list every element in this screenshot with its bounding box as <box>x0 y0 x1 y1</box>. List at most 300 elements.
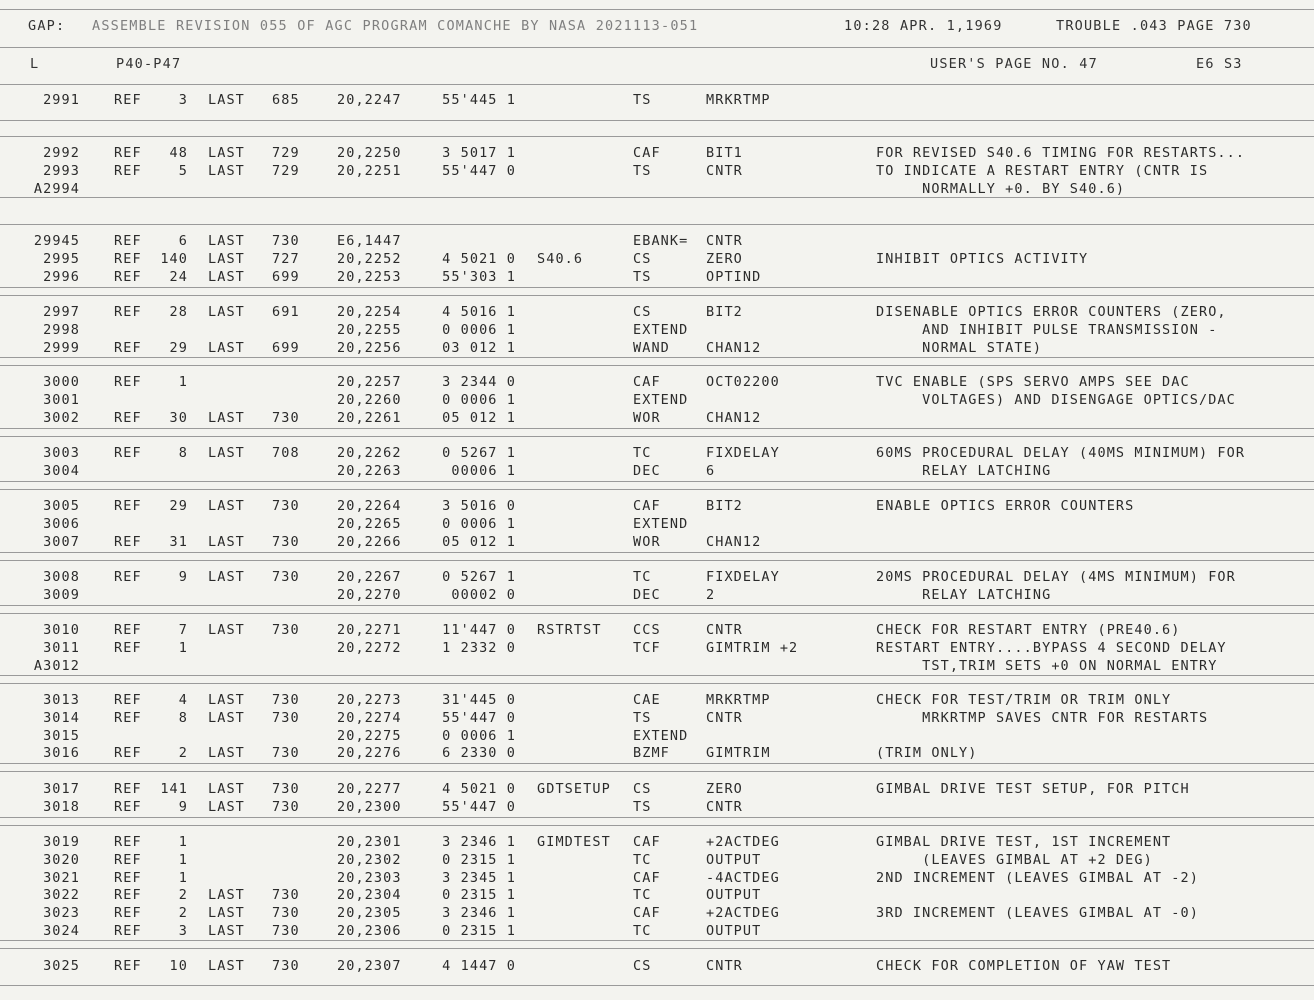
line-number: 3018 <box>43 799 80 815</box>
line-number: 2997 <box>43 304 80 320</box>
last-page: 730 <box>272 622 300 638</box>
line-number: 2996 <box>43 269 80 285</box>
address: 20,2256 <box>337 340 402 356</box>
operand: CNTR <box>706 958 743 974</box>
address: 20,2266 <box>337 534 402 550</box>
line-number: 3000 <box>43 374 80 390</box>
ref-count: 2 <box>178 887 188 903</box>
opcode: TS <box>633 269 652 285</box>
comment: NORMAL STATE) <box>876 340 1043 356</box>
listing-line <box>0 374 1314 391</box>
ref-count: 9 <box>178 799 188 815</box>
ref-tag: REF <box>114 374 142 390</box>
ref-count: 1 <box>178 870 188 886</box>
last-page: 730 <box>272 781 300 797</box>
ref-tag: REF <box>114 958 142 974</box>
comment: 20MS PROCEDURAL DELAY (4MS MINIMUM) FOR <box>876 569 1236 585</box>
address: 20,2263 <box>337 463 402 479</box>
listing-line <box>0 781 1314 798</box>
object-code: 0 0006 1 <box>442 728 516 744</box>
ref-tag: REF <box>114 251 142 267</box>
object-code: 0 2315 1 <box>442 887 516 903</box>
header-timestamp: 10:28 APR. 1,1969 <box>844 18 1003 34</box>
last-tag: LAST <box>208 923 245 939</box>
opcode: TC <box>633 923 652 939</box>
ref-tag: REF <box>114 640 142 656</box>
operand: CNTR <box>706 233 743 249</box>
comment: GIMBAL DRIVE TEST SETUP, FOR PITCH <box>876 781 1190 797</box>
comment: 3RD INCREMENT (LEAVES GIMBAL AT -0) <box>876 905 1199 921</box>
object-code: 3 5016 0 <box>442 498 516 514</box>
ref-count: 2 <box>178 905 188 921</box>
paper-rule-line <box>0 985 1314 986</box>
listing-line <box>0 692 1314 709</box>
paper-rule-line <box>0 481 1314 482</box>
paper-rule-line <box>0 763 1314 764</box>
object-code: 55'447 0 <box>442 799 516 815</box>
address: E6,1447 <box>337 233 402 249</box>
ref-count: 8 <box>178 445 188 461</box>
comment: VOLTAGES) AND DISENGAGE OPTICS/DAC <box>876 392 1236 408</box>
ref-tag: REF <box>114 569 142 585</box>
line-number: 3011 <box>43 640 80 656</box>
paper-rule-line <box>0 365 1314 366</box>
comment: INHIBIT OPTICS ACTIVITY <box>876 251 1089 267</box>
ref-tag: REF <box>114 870 142 886</box>
operand: MRKRTMP <box>706 92 771 108</box>
last-tag: LAST <box>208 498 245 514</box>
last-tag: LAST <box>208 958 245 974</box>
comment: (TRIM ONLY) <box>876 745 978 761</box>
opcode: CAF <box>633 145 661 161</box>
paper-rule-line <box>0 84 1314 85</box>
listing-line <box>0 958 1314 975</box>
ref-count: 1 <box>178 374 188 390</box>
line-number: 3006 <box>43 516 80 532</box>
ref-tag: REF <box>114 887 142 903</box>
last-page: 729 <box>272 163 300 179</box>
last-tag: LAST <box>208 622 245 638</box>
operand: GIMTRIM <box>706 745 771 761</box>
operand: FIXDELAY <box>706 569 780 585</box>
address: 20,2264 <box>337 498 402 514</box>
listing-line <box>0 181 1314 198</box>
object-code: 11'447 0 <box>442 622 516 638</box>
operand: OUTPUT <box>706 923 762 939</box>
line-number: 3013 <box>43 692 80 708</box>
last-page: 730 <box>272 692 300 708</box>
line-number: 2998 <box>43 322 80 338</box>
ref-tag: REF <box>114 304 142 320</box>
last-page: 685 <box>272 92 300 108</box>
ref-tag: REF <box>114 923 142 939</box>
listing-line <box>0 728 1314 745</box>
statement-label: GIMDTEST <box>537 834 611 850</box>
address: 20,2253 <box>337 269 402 285</box>
address: 20,2275 <box>337 728 402 744</box>
last-tag: LAST <box>208 92 245 108</box>
ref-count: 24 <box>169 269 188 285</box>
listing-line <box>0 145 1314 162</box>
last-tag: LAST <box>208 340 245 356</box>
listing-line <box>0 163 1314 180</box>
header-gap-label: GAP: <box>28 18 66 34</box>
address: 20,2262 <box>337 445 402 461</box>
last-tag: LAST <box>208 145 245 161</box>
last-page: 730 <box>272 710 300 726</box>
operand: CNTR <box>706 622 743 638</box>
line-number: A3012 <box>33 658 80 674</box>
header-bank: E6 S3 <box>1196 56 1243 72</box>
opcode: CS <box>633 958 652 974</box>
object-code: 55'447 0 <box>442 710 516 726</box>
last-tag: LAST <box>208 799 245 815</box>
paper-rule-line <box>0 817 1314 818</box>
comment: CHECK FOR TEST/TRIM OR TRIM ONLY <box>876 692 1172 708</box>
paper-rule-line <box>0 287 1314 288</box>
object-code: 05 012 1 <box>442 534 516 550</box>
last-page: 730 <box>272 410 300 426</box>
object-code: 0 0006 1 <box>442 392 516 408</box>
paper-rule-line <box>0 552 1314 553</box>
ref-tag: REF <box>114 269 142 285</box>
comment: 2ND INCREMENT (LEAVES GIMBAL AT -2) <box>876 870 1199 886</box>
object-code: 0 2315 1 <box>442 852 516 868</box>
listing-line <box>0 870 1314 887</box>
ref-tag: REF <box>114 92 142 108</box>
ref-count: 1 <box>178 834 188 850</box>
listing-line <box>0 322 1314 339</box>
opcode: TC <box>633 569 652 585</box>
object-code: 3 5017 1 <box>442 145 516 161</box>
listing-line <box>0 410 1314 427</box>
line-number: 3021 <box>43 870 80 886</box>
line-number: 3007 <box>43 534 80 550</box>
comment: RESTART ENTRY....BYPASS 4 SECOND DELAY <box>876 640 1227 656</box>
listing-line <box>0 304 1314 321</box>
comment: (LEAVES GIMBAL AT +2 DEG) <box>876 852 1153 868</box>
opcode: CAF <box>633 374 661 390</box>
comment: TST,TRIM SETS +0 ON NORMAL ENTRY <box>876 658 1218 674</box>
address: 20,2270 <box>337 587 402 603</box>
last-page: 699 <box>272 340 300 356</box>
ref-tag: REF <box>114 145 142 161</box>
object-code: 4 5021 0 <box>442 781 516 797</box>
header-letter: L <box>30 56 40 72</box>
object-code: 55'303 1 <box>442 269 516 285</box>
opcode: CAF <box>633 905 661 921</box>
address: 20,2251 <box>337 163 402 179</box>
listing-line <box>0 498 1314 515</box>
line-number: 3003 <box>43 445 80 461</box>
ref-tag: REF <box>114 799 142 815</box>
last-tag: LAST <box>208 163 245 179</box>
address: 20,2305 <box>337 905 402 921</box>
last-tag: LAST <box>208 692 245 708</box>
line-number: 3017 <box>43 781 80 797</box>
last-page: 730 <box>272 905 300 921</box>
comment: ENABLE OPTICS ERROR COUNTERS <box>876 498 1135 514</box>
ref-count: 8 <box>178 710 188 726</box>
paper-rule-line <box>0 295 1314 296</box>
address: 20,2274 <box>337 710 402 726</box>
operand: FIXDELAY <box>706 445 780 461</box>
paper-rule-line <box>0 948 1314 949</box>
operand: MRKRTMP <box>706 692 771 708</box>
address: 20,2267 <box>337 569 402 585</box>
comment: DISENABLE OPTICS ERROR COUNTERS (ZERO, <box>876 304 1227 320</box>
line-number: 3002 <box>43 410 80 426</box>
opcode: TC <box>633 445 652 461</box>
paper-rule-line <box>0 825 1314 826</box>
last-page: 730 <box>272 569 300 585</box>
listing-line <box>0 251 1314 268</box>
line-number: 2993 <box>43 163 80 179</box>
address: 20,2307 <box>337 958 402 974</box>
opcode: CAE <box>633 692 661 708</box>
object-code: 00002 0 <box>451 587 516 603</box>
comment: TVC ENABLE (SPS SERVO AMPS SEE DAC <box>876 374 1190 390</box>
line-number: 3009 <box>43 587 80 603</box>
listing-line <box>0 463 1314 480</box>
ref-tag: REF <box>114 233 142 249</box>
ref-tag: REF <box>114 340 142 356</box>
address: 20,2306 <box>337 923 402 939</box>
line-number: 3005 <box>43 498 80 514</box>
last-page: 730 <box>272 799 300 815</box>
header-trouble-page: TROUBLE .043 PAGE 730 <box>1056 18 1252 34</box>
opcode: EXTEND <box>633 516 689 532</box>
opcode: TS <box>633 92 652 108</box>
ref-count: 30 <box>169 410 188 426</box>
ref-tag: REF <box>114 163 142 179</box>
operand: CNTR <box>706 799 743 815</box>
object-code: 0 0006 1 <box>442 322 516 338</box>
paper-rule-line <box>0 560 1314 561</box>
comment: CHECK FOR RESTART ENTRY (PRE40.6) <box>876 622 1181 638</box>
paper-rule-line <box>0 489 1314 490</box>
last-page: 730 <box>272 958 300 974</box>
comment: TO INDICATE A RESTART ENTRY (CNTR IS <box>876 163 1209 179</box>
last-tag: LAST <box>208 569 245 585</box>
object-code: 4 5016 1 <box>442 304 516 320</box>
listing-line <box>0 587 1314 604</box>
operand: OPTIND <box>706 269 762 285</box>
listing-line <box>0 640 1314 657</box>
opcode: TC <box>633 852 652 868</box>
paper-rule-line <box>0 357 1314 358</box>
ref-tag: REF <box>114 534 142 550</box>
line-number: 3015 <box>43 728 80 744</box>
listing-line <box>0 269 1314 286</box>
opcode: CS <box>633 781 652 797</box>
ref-count: 1 <box>178 640 188 656</box>
operand: CHAN12 <box>706 410 762 426</box>
operand: OUTPUT <box>706 887 762 903</box>
operand: OUTPUT <box>706 852 762 868</box>
listing-line <box>0 887 1314 904</box>
last-page: 730 <box>272 887 300 903</box>
address: 20,2254 <box>337 304 402 320</box>
ref-tag: REF <box>114 410 142 426</box>
last-page: 730 <box>272 498 300 514</box>
object-code: 0 5267 1 <box>442 445 516 461</box>
opcode: TC <box>633 887 652 903</box>
comment: NORMALLY +0. BY S40.6) <box>876 181 1126 197</box>
ref-count: 29 <box>169 498 188 514</box>
ref-tag: REF <box>114 834 142 850</box>
ref-tag: REF <box>114 498 142 514</box>
comment: MRKRTMP SAVES CNTR FOR RESTARTS <box>876 710 1209 726</box>
last-page: 691 <box>272 304 300 320</box>
comment: RELAY LATCHING <box>876 463 1052 479</box>
ref-tag: REF <box>114 781 142 797</box>
ref-count: 7 <box>178 622 188 638</box>
ref-count: 48 <box>169 145 188 161</box>
line-number: 3019 <box>43 834 80 850</box>
page-subheader <box>0 56 1314 78</box>
listing-line <box>0 516 1314 533</box>
listing-line <box>0 852 1314 869</box>
ref-tag: REF <box>114 445 142 461</box>
operand: ZERO <box>706 781 743 797</box>
listing-line <box>0 92 1314 109</box>
paper-rule-line <box>0 47 1314 48</box>
opcode: CCS <box>633 622 661 638</box>
last-tag: LAST <box>208 781 245 797</box>
header-program: P40-P47 <box>116 56 182 72</box>
last-tag: LAST <box>208 251 245 267</box>
comment: RELAY LATCHING <box>876 587 1052 603</box>
operand: OCT02200 <box>706 374 780 390</box>
object-code: 0 2315 1 <box>442 923 516 939</box>
object-code: 4 5021 0 <box>442 251 516 267</box>
ref-tag: REF <box>114 745 142 761</box>
last-tag: LAST <box>208 887 245 903</box>
address: 20,2300 <box>337 799 402 815</box>
object-code: 4 1447 0 <box>442 958 516 974</box>
line-number: 2992 <box>43 145 80 161</box>
page-header <box>0 18 1314 44</box>
object-code: 55'445 1 <box>442 92 516 108</box>
listing-line <box>0 905 1314 922</box>
ref-count: 3 <box>178 92 188 108</box>
ref-tag: REF <box>114 710 142 726</box>
address: 20,2261 <box>337 410 402 426</box>
paper-rule-line <box>0 428 1314 429</box>
comment: GIMBAL DRIVE TEST, 1ST INCREMENT <box>876 834 1172 850</box>
listing-line <box>0 923 1314 940</box>
line-number: A2994 <box>33 181 80 197</box>
listing-line <box>0 622 1314 639</box>
ref-count: 9 <box>178 569 188 585</box>
object-code: 3 2346 1 <box>442 905 516 921</box>
line-number: 3020 <box>43 852 80 868</box>
opcode: BZMF <box>633 745 670 761</box>
operand: CHAN12 <box>706 534 762 550</box>
operand: GIMTRIM +2 <box>706 640 799 656</box>
operand: +2ACTDEG <box>706 905 780 921</box>
listing-line <box>0 710 1314 727</box>
line-number: 3024 <box>43 923 80 939</box>
listing-line <box>0 340 1314 357</box>
paper-rule-line <box>0 613 1314 614</box>
operand: BIT1 <box>706 145 743 161</box>
address: 20,2265 <box>337 516 402 532</box>
opcode: TCF <box>633 640 661 656</box>
address: 20,2271 <box>337 622 402 638</box>
last-page: 730 <box>272 233 300 249</box>
listing-line <box>0 534 1314 551</box>
address: 20,2276 <box>337 745 402 761</box>
paper-rule-line <box>0 675 1314 676</box>
address: 20,2304 <box>337 887 402 903</box>
last-tag: LAST <box>208 745 245 761</box>
line-number: 2995 <box>43 251 80 267</box>
opcode: WAND <box>633 340 670 356</box>
paper-rule-line <box>0 120 1314 121</box>
statement-label: S40.6 <box>537 251 584 267</box>
comment: 60MS PROCEDURAL DELAY (40MS MINIMUM) FOR <box>876 445 1246 461</box>
opcode: EXTEND <box>633 392 689 408</box>
address: 20,2250 <box>337 145 402 161</box>
address: 20,2303 <box>337 870 402 886</box>
last-tag: LAST <box>208 233 245 249</box>
listing-line <box>0 834 1314 851</box>
header-users-page: USER'S PAGE NO. 47 <box>930 56 1098 72</box>
operand: 6 <box>706 463 716 479</box>
last-tag: LAST <box>208 269 245 285</box>
line-number: 3016 <box>43 745 80 761</box>
listing-line <box>0 799 1314 816</box>
address: 20,2257 <box>337 374 402 390</box>
object-code: 31'445 0 <box>442 692 516 708</box>
ref-tag: REF <box>114 905 142 921</box>
line-number: 3001 <box>43 392 80 408</box>
last-tag: LAST <box>208 534 245 550</box>
opcode: CS <box>633 251 652 267</box>
address: 20,2260 <box>337 392 402 408</box>
object-code: 3 2346 1 <box>442 834 516 850</box>
last-tag: LAST <box>208 710 245 726</box>
opcode: TS <box>633 799 652 815</box>
ref-tag: REF <box>114 852 142 868</box>
opcode: CAF <box>633 834 661 850</box>
address: 20,2255 <box>337 322 402 338</box>
address: 20,2247 <box>337 92 402 108</box>
line-number: 3022 <box>43 887 80 903</box>
operand: CNTR <box>706 163 743 179</box>
ref-count: 5 <box>178 163 188 179</box>
last-tag: LAST <box>208 304 245 320</box>
last-tag: LAST <box>208 445 245 461</box>
opcode: CS <box>633 304 652 320</box>
line-number: 3014 <box>43 710 80 726</box>
last-page: 730 <box>272 745 300 761</box>
object-code: 0 0006 1 <box>442 516 516 532</box>
header-title: ASSEMBLE REVISION 055 OF AGC PROGRAM COMANCHE BY NASA 2021113-051 <box>92 18 699 34</box>
paper-rule-line <box>0 940 1314 941</box>
ref-tag: REF <box>114 622 142 638</box>
line-number: 3010 <box>43 622 80 638</box>
paper-rule-line <box>0 436 1314 437</box>
paper-rule-line <box>0 683 1314 684</box>
opcode: CAF <box>633 870 661 886</box>
address: 20,2272 <box>337 640 402 656</box>
address: 20,2273 <box>337 692 402 708</box>
object-code: 05 012 1 <box>442 410 516 426</box>
comment: CHECK FOR COMPLETION OF YAW TEST <box>876 958 1172 974</box>
